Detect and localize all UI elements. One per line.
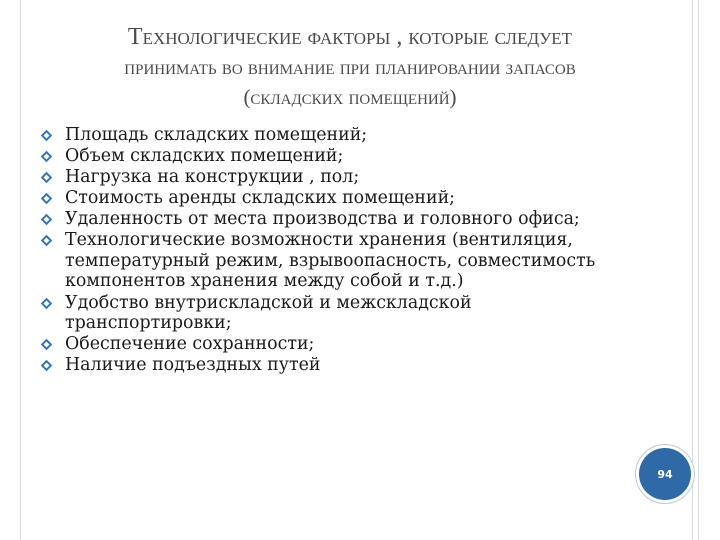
title-line-2: принимать во внимание при планировании запасов [124,55,576,79]
list-item-text: Удобство внутрискладской и межскладской транспортировки; [65,292,472,334]
list-item [40,209,600,230]
slide-title [40,22,660,112]
diamond-bullet-icon [40,192,53,205]
list-item-text: Наличие подъездных путей [65,355,321,376]
list-item-text: Удаленность от места производства и головного офиса; [65,209,580,230]
list-item-text: Площадь складских помещений; [65,125,368,145]
title-line-1: Технологические факторы , которые следует [127,24,573,50]
diamond-bullet-icon [40,359,53,372]
title-line-3: (складских помещений) [243,85,457,109]
list-item-text: Нагрузка на конструкции , пол; [65,167,360,188]
diamond-bullet-icon [40,171,53,184]
list-item-text: Объем складских помещений; [65,146,344,167]
list-item [40,355,600,376]
diamond-bullet-icon [40,338,53,351]
list-item-text: Технологические возможности хранения (вентиляция, температурный режим, взрывоопасность, совместимость компонентов хранения между собой и т.д.) [65,230,596,292]
diamond-bullet-icon [40,129,53,142]
diamond-bullet-icon [40,213,53,226]
page-number-badge [639,448,691,500]
list-item [40,188,600,209]
list-item [40,293,600,334]
list-item [40,334,600,355]
list-item [40,146,600,167]
diamond-bullet-icon [40,297,53,310]
diamond-bullet-icon [40,150,53,163]
list-item-text: Обеспечение сохранности; [65,334,315,355]
bullet-list [40,125,600,376]
page-number: 94 [657,467,673,481]
list-item [40,230,600,292]
list-item-text: Стоимость аренды складских помещений; [65,188,456,209]
list-item [40,167,600,188]
diamond-bullet-icon [40,234,53,247]
list-item [40,125,600,146]
